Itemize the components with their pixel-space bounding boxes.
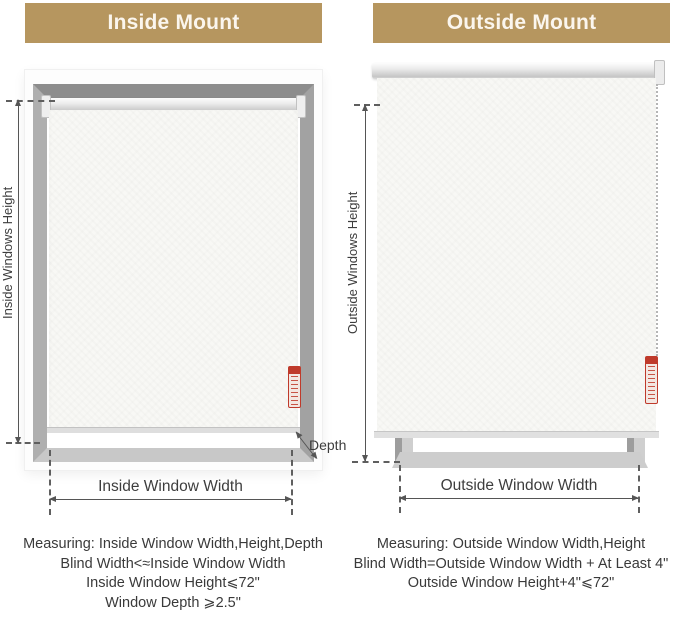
- outside-blind-fabric: [377, 78, 656, 432]
- inside-height-label: Inside Windows Height: [0, 186, 15, 319]
- inside-height-dimension-arrow: [18, 100, 19, 443]
- inside-mount-title: Inside Mount: [107, 11, 240, 34]
- inside-blind-fabric: [49, 110, 298, 433]
- warning-tag: [288, 366, 301, 408]
- outside-note-line: Blind Width=Outside Window Width + At Least 4": [353, 555, 669, 572]
- outside-width-label: Outside Window Width: [440, 477, 598, 494]
- warning-tag: [645, 356, 658, 404]
- inside-note-line: Window Depth ⩾2.5": [105, 594, 241, 611]
- inside-height-bottom-extension-line: [6, 442, 40, 444]
- inside-window-opening: [47, 98, 300, 448]
- outside-blind-roller: [372, 63, 662, 79]
- inside-window-frame: [25, 70, 322, 470]
- outside-width-right-extension-line: [638, 465, 640, 513]
- inside-height-top-extension-line: [6, 100, 55, 102]
- pull-chain: [656, 84, 658, 356]
- inside-width-dimension-arrow: [50, 499, 291, 500]
- inside-width-label: Inside Window Width: [98, 478, 243, 495]
- inside-window-recess: [33, 84, 314, 462]
- outside-note-line: Outside Window Height+4"⩽72": [407, 575, 615, 591]
- outside-height-label: Outside Windows Height: [345, 191, 360, 334]
- inside-blind-bottom-bar: [47, 427, 300, 433]
- outside-mount-title: Outside Mount: [446, 11, 597, 34]
- inside-note-line: Measuring: Inside Window Width,Height,Depth: [23, 536, 323, 552]
- outside-note-line: Measuring: Outside Window Width,Height: [376, 536, 646, 552]
- outside-height-bottom-extension-line: [352, 461, 400, 463]
- depth-label: Depth: [309, 437, 347, 453]
- outside-window-sill: [392, 452, 648, 468]
- outside-height-dimension-arrow: [365, 105, 366, 461]
- inside-mount-header: [25, 3, 322, 43]
- outside-blind-bottom-bar: [374, 431, 659, 438]
- inside-note-line: Blind Width<≈Inside Window Width: [60, 555, 286, 572]
- outside-width-dimension-arrow: [400, 498, 638, 499]
- outside-measuring-notes: [346, 535, 676, 594]
- inside-measuring-notes: [6, 535, 340, 613]
- inside-note-line: Inside Window Height⩽72": [86, 575, 260, 591]
- outside-mount-header: [373, 3, 670, 43]
